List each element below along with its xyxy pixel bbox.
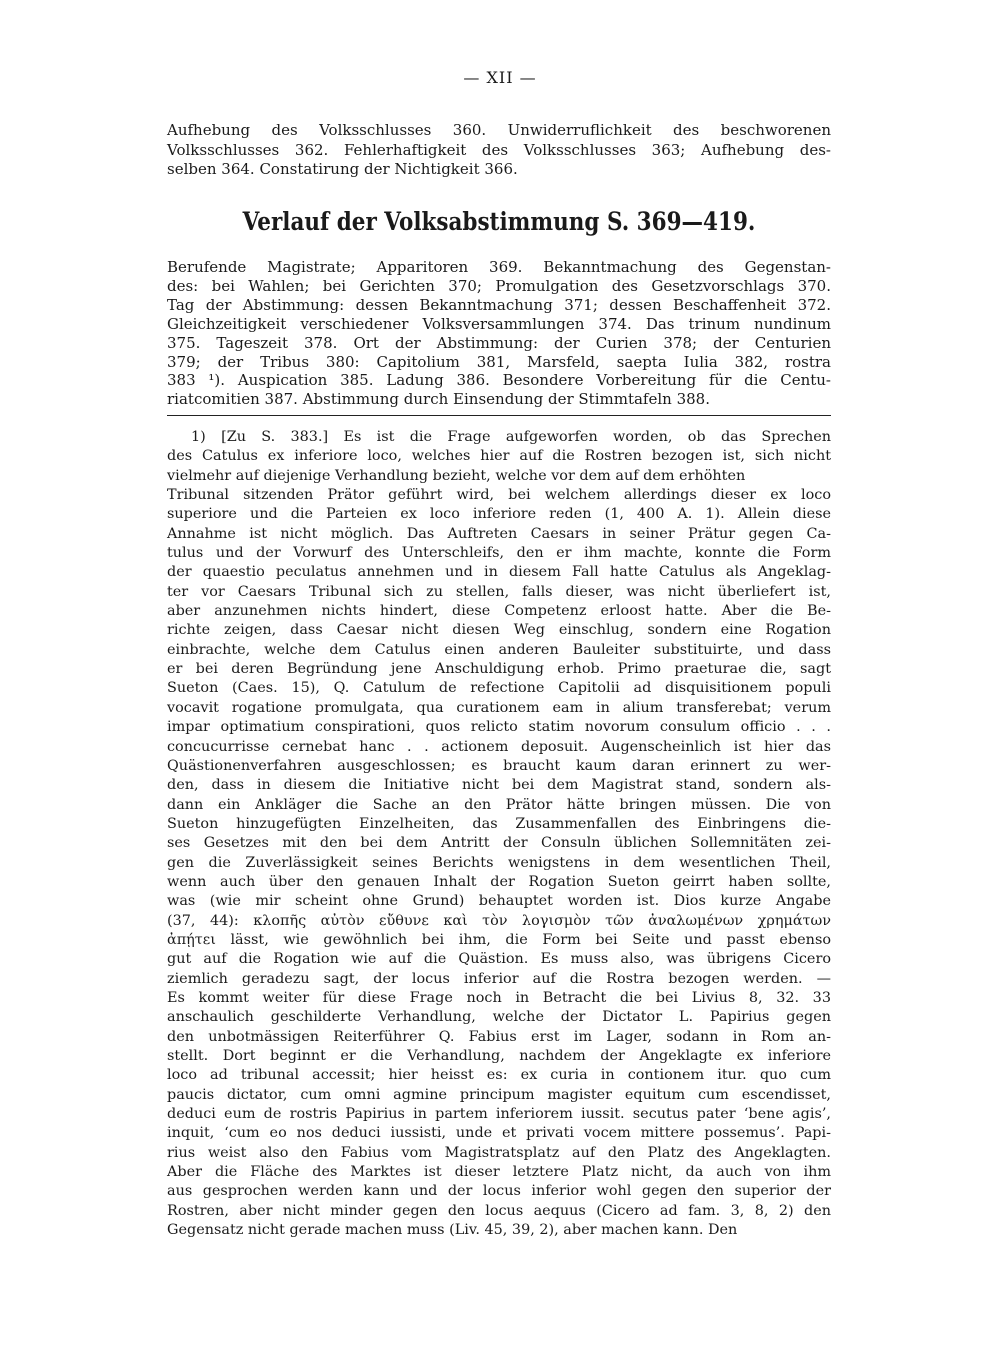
footnote-line: inquit, ‘cum eo nos deduci iussisti, unde et privati vocem mittere possemus’. Papi-	[167, 1125, 831, 1142]
footnote	[167, 428, 831, 1240]
footnote-line: ἀπῄτει lässt, wie gewöhnlich bei ihm, die Form bei Seite und passt ebenso	[167, 931, 831, 948]
footnote-line: stellt. Dort beginnt er die Verhandlung, nachdem der Angeklagte ex inferiore	[167, 1048, 831, 1064]
footnote-line: vielmehr auf diejenige Verhandlung bezieht, welche vor dem auf dem erhöhten	[167, 467, 746, 484]
footnote-line: tulus und der Vorwurf des Unterschleifs, den er ihm machte, konnte die Form	[167, 545, 831, 562]
footnote-line: des Catulus ex inferiore loco, welches hier auf die Rostren bezogen ist, sich nicht	[167, 448, 831, 465]
toc-line: Berufende Magistrate; Apparitoren 369. Bekanntmachung des Gegenstan-	[167, 258, 831, 276]
footnote-line: dann ein Ankläger die Sache an den Prätor hätte bringen müssen. Die von	[167, 796, 831, 813]
footnote-line: concucurrisse cernebat hanc . . actionem deposuit. Augenscheinlich ist hier das	[167, 738, 831, 755]
footnote-line: richte zeigen, dass Caesar nicht diesen Weg einschlug, sondern eine Rogation	[167, 622, 831, 639]
footnote-line: was (wie mir scheint ohne Grund) behauptet worden ist. Dios kurze Angabe	[167, 893, 831, 910]
toc-line: 383 ¹). Auspication 385. Ladung 386. Besondere Vorbereitung für die Centu-	[167, 371, 831, 390]
footnote-line: Es kommt weiter für diese Frage noch in Betracht die bei Livius 8, 32. 33	[167, 989, 831, 1006]
footnote-line: 1) [Zu S. 383.] Es ist die Frage aufgeworfen worden, ob das Sprechen	[191, 429, 831, 445]
footnote-line: einbrachte, welche dem Catulus einen anderen Bauleiter substituirte, und dass	[167, 641, 831, 658]
footnote-line: paucis dictator, cum omni agmine principum magister equitum cum escendisset,	[167, 1086, 831, 1103]
footnote-line: er bei deren Begründung jene Anschuldigung erhob. Primo praeturae die, sagt	[167, 661, 831, 678]
footnote-line: impar optimatium conspirationi, quos relicto statim novorum consulum officio . . .	[167, 719, 831, 736]
section-heading: Verlauf der Volksabstimmung S. 369—419.	[242, 207, 756, 236]
table-of-contents-section	[167, 258, 831, 409]
footnote-line: Rostren, aber nicht minder gegen den locus aequus (Cicero ad fam. 3, 8, 2) den	[167, 1202, 831, 1219]
footnote-line: deduci eum de rostris Papirius in partem inferiorem iussit. secutus pater ‘bene agis’,	[167, 1106, 831, 1123]
footnote-line: aber anzunehmen nichts hindert, diese Competenz erloost hatte. Aber die Be-	[167, 603, 831, 620]
toc-line: selben 364. Constatirung der Nichtigkeit 366.	[167, 160, 518, 178]
footnote-line: Sueton hinzugefügten Einzelheiten, das Zusammenfallen des Einbringens die-	[167, 815, 831, 832]
footnote-line: rius weist also den Fabius vom Magistratsplatz auf den Platz des Angeklagten.	[167, 1144, 831, 1161]
footnote-line: Annahme ist nicht möglich. Das Auftreten Caesars in seiner Prätur gegen Ca-	[167, 525, 831, 542]
toc-line: 375. Tageszeit 378. Ort der Abstimmung: der Curien 378; der Centurien	[167, 333, 831, 352]
footnote-line: Sueton (Caes. 15), Q. Catulum de refectione Capitolii ad disquisitionem populi	[167, 680, 831, 697]
footnote-line: den, dass in diesem die Initiative nicht bei dem Magistrat stand, sondern als-	[167, 777, 831, 794]
toc-line: Tag der Abstimmung: dessen Bekanntmachung 371; dessen Beschaffenheit 372.	[167, 295, 831, 314]
footnote-divider	[167, 415, 831, 416]
page-number: — XII —	[463, 68, 537, 87]
toc-line: Volksschlusses 362. Fehlerhaftigkeit des Volksschlusses 363; Aufhebung des-	[167, 140, 831, 159]
footnote-line: (37, 44): κλοπῆς αὐτὸν εὔθυνε καὶ τὸν λογισμὸν τῶν ἀναλωμένων χρημάτων	[167, 912, 831, 929]
toc-line: 379; der Tribus 380: Capitolium 381, Marsfeld, saepta Iulia 382, rostra	[167, 352, 831, 371]
footnote-line: gen die Zuverlässigkeit seines Berichts wenigstens in dem wesentlichen Theil,	[167, 854, 831, 871]
footnote-line: vocavit rogatione promulgata, qua curationem eam in alium transferebat; verum	[167, 699, 831, 716]
footnote-line: aus gesprochen werden kann und der locus inferior wohl gegen den superior der	[167, 1183, 831, 1200]
footnote-line: ter vor Caesars Tribunal sich zu stellen, falls dieser, was nicht überliefert ist,	[167, 583, 831, 600]
footnote-line: Gegensatz nicht gerade machen muss (Liv. 45, 39, 2), aber machen kann. Den	[167, 1222, 738, 1239]
footnote-line: gut auf die Rogation wie auf die Quästion. Es muss also, was übrigens Cicero	[167, 951, 831, 968]
table-of-contents-upper	[167, 121, 831, 180]
footnote-line: der quaestio peculatus annehmen und in diesem Fall hatte Catulus als Angeklag-	[167, 564, 831, 581]
footnote-line: ziemlich geradezu sagt, der locus inferior auf die Rostra bezogen werden. —	[167, 970, 831, 987]
footnote-line: Tribunal sitzenden Prätor geführt wird, bei welchem allerdings dieser ex loco	[167, 487, 831, 504]
toc-line: riatcomitien 387. Abstimmung durch Einsendung der Stimmtafeln 388.	[167, 390, 710, 409]
toc-line: Gleichzeitigkeit verschiedener Volksversammlungen 374. Das trinum nundinum	[167, 314, 831, 333]
toc-line: des: bei Wahlen; bei Gerichten 370; Promulgation des Gesetzvorschlags 370.	[167, 276, 831, 295]
footnote-line: anschaulich geschilderte Verhandlung, welche der Dictator L. Papirius gegen	[167, 1009, 831, 1026]
footnote-line: Aber die Fläche des Marktes ist dieser letztere Platz nicht, da auch von ihm	[167, 1164, 831, 1181]
footnote-line: loco ad tribunal accessit; hier heisst es: ex curia in contionem itur. quo cum	[167, 1067, 831, 1084]
footnote-line: superiore und die Parteien ex loco inferiore reden (1, 400 A. 1). Allein diese	[167, 506, 831, 523]
toc-line: Aufhebung des Volksschlusses 360. Unwiderruflichkeit des beschworenen	[167, 121, 831, 139]
footnote-line: den unbotmässigen Reiterführer Q. Fabius erst im Lager, sodann in Rom an-	[167, 1028, 831, 1045]
footnote-line: wenn auch über den genauen Inhalt der Rogation Sueton geirrt haben sollte,	[167, 873, 831, 890]
footnote-line: ses Gesetzes mit den bei dem Antritt der Consuln üblichen Sollemnitäten zei-	[167, 835, 831, 852]
footnote-line: Quästionenverfahren ausgeschlossen; es braucht kaum daran erinnert zu wer-	[167, 757, 831, 774]
